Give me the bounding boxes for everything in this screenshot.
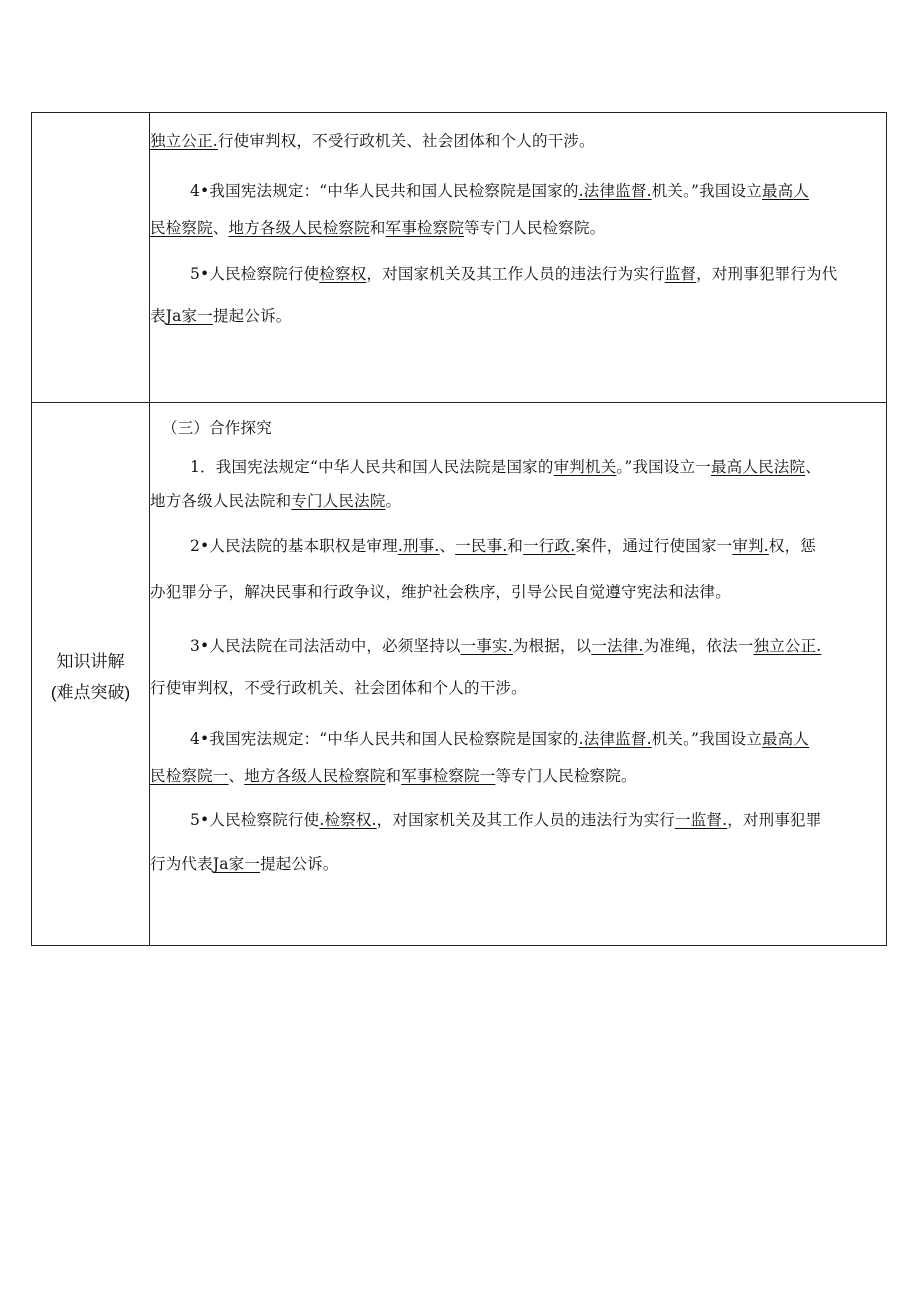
blank-answer: 一法律. xyxy=(591,637,644,655)
blank-answer: 一民事. xyxy=(455,537,508,555)
text: 行为代表 xyxy=(150,855,213,873)
r1-line3 xyxy=(150,216,884,238)
text: 、 xyxy=(439,537,456,555)
blank-answer: 军事检察院 xyxy=(385,219,465,237)
text: 和 xyxy=(369,219,386,237)
r1-line1 xyxy=(150,129,884,151)
text: 和 xyxy=(507,537,524,555)
blank-answer: Ja家一 xyxy=(212,855,261,873)
text: 等专门人民检察院。 xyxy=(495,767,637,785)
blank-answer: Ja家一 xyxy=(165,307,213,325)
text: 提起公诉。 xyxy=(212,307,292,325)
text: 、 xyxy=(212,219,229,237)
blank-answer: 最高人 xyxy=(761,730,810,748)
blank-answer: 监督 xyxy=(664,265,697,283)
text: 为准绳，依法一 xyxy=(643,637,754,655)
text: 、 xyxy=(228,767,245,785)
blank-answer: 最高人民法院 xyxy=(710,458,806,476)
blank-answer: 一监督. xyxy=(674,811,728,829)
text: 权，惩 xyxy=(768,537,816,555)
blank-answer: 地方各级人民检察院 xyxy=(244,767,386,785)
text: 和 xyxy=(385,767,402,785)
p5-line1 xyxy=(190,808,884,830)
row-label xyxy=(32,646,149,708)
text: 5•人民检察院行使 xyxy=(190,811,320,829)
section-heading: （三）合作探究 xyxy=(162,419,272,437)
text: ，对刑事犯罪 xyxy=(727,811,822,829)
text: ，对刑事犯罪行为代 xyxy=(696,265,838,283)
blank-answer: 检察权 xyxy=(319,265,367,283)
text: 地方各级人民法院和 xyxy=(150,492,292,510)
blank-answer: .法律监督. xyxy=(578,730,652,748)
blank-answer: 独立公正. xyxy=(150,132,218,150)
r1-line2 xyxy=(190,179,884,201)
text: 。”我国设立一 xyxy=(616,458,711,476)
p1-line1 xyxy=(190,455,884,477)
p2-line1 xyxy=(190,534,884,556)
text: 机关。”我国设立 xyxy=(651,730,762,748)
text: 2•人民法院的基本职权是审理 xyxy=(190,537,398,555)
p3-line2: 行使审判权，不受行政机关、社会团体和个人的干涉。 xyxy=(150,679,527,697)
text: 4•我国宪法规定：“中华人民共和国人民检察院是国家的 xyxy=(190,730,579,748)
blank-answer: 一事实. xyxy=(460,637,513,655)
blank-answer: .法律监督. xyxy=(578,182,652,200)
blank-answer: .刑事. xyxy=(397,537,440,555)
text: 等专门人民检察院。 xyxy=(464,219,606,237)
r1-line4 xyxy=(190,262,884,284)
text: 、 xyxy=(805,458,821,476)
blank-answer: 地方各级人民检察院 xyxy=(228,219,370,237)
text: 为根据，以 xyxy=(512,637,592,655)
p1-line2 xyxy=(150,489,884,511)
blank-answer: 独立公正. xyxy=(753,637,822,655)
row-divider xyxy=(32,402,886,403)
p2-line2: 办犯罪分子，解决民事和行政争议，维护社会秩序，引导公民自觉遵守宪法和法律。 xyxy=(150,583,731,601)
r1-line5 xyxy=(150,304,884,326)
blank-answer: 民检察院 xyxy=(150,219,213,237)
p5-line2 xyxy=(150,852,884,874)
p3-line1 xyxy=(190,634,884,656)
text: ，对国家机关及其工作人员的违法行为实行 xyxy=(376,811,675,829)
p4-line2 xyxy=(150,764,884,786)
blank-answer: 专门人民法院 xyxy=(291,492,386,510)
blank-answer: 民检察院一 xyxy=(150,767,229,785)
text: 4•我国宪法规定：“中华人民共和国人民检察院是国家的 xyxy=(190,182,579,200)
text: 提起公诉。 xyxy=(260,855,339,873)
blank-answer: 审判. xyxy=(732,537,769,555)
text: 案件，通过行使国家一 xyxy=(575,537,733,555)
text: 。 xyxy=(385,492,402,510)
row-label-line1: 知识讲解 xyxy=(56,652,125,671)
text: 5•人民检察院行使 xyxy=(190,265,320,283)
text: ，对国家机关及其工作人员的违法行为实行 xyxy=(366,265,665,283)
blank-answer: .检察权. xyxy=(319,811,377,829)
text: 机关。”我国设立 xyxy=(651,182,762,200)
blank-answer: 审判机关 xyxy=(553,458,617,476)
p4-line1 xyxy=(190,727,884,749)
text: 3•人民法院在司法活动中，必须坚持以 xyxy=(190,637,461,655)
text: 表 xyxy=(150,307,166,325)
blank-answer: 一行政. xyxy=(523,537,576,555)
blank-answer: 最高人 xyxy=(761,182,810,200)
text: 行使审判权，不受行政机关、社会团体和个人的干涉。 xyxy=(217,132,595,150)
blank-answer: 军事检察院一 xyxy=(401,767,496,785)
text: 1．我国宪法规定“中华人民共和国人民法院是国家的 xyxy=(190,458,554,476)
row-label-line2: (难点突破) xyxy=(50,683,131,702)
